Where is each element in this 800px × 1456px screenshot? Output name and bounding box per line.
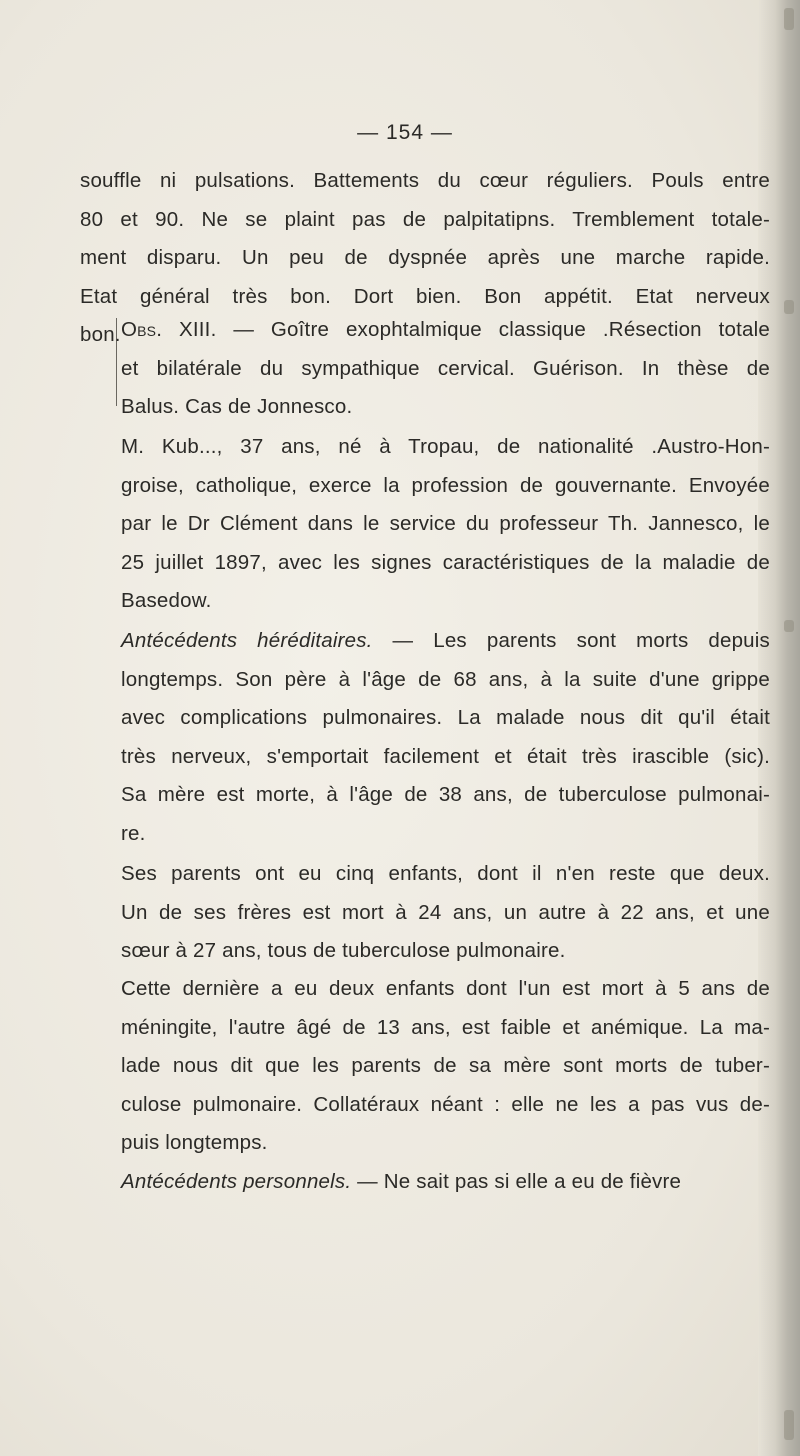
text-line: lade nous dit que les parents de sa mère sont morts de tuber- [121, 1054, 770, 1077]
text-line: Etat général très bon. Dort bien. Bon appétit. Etat nerveux [80, 284, 770, 308]
section-heading: Antécédents héréditaires. [121, 629, 373, 652]
text-line: par le Dr Clément dans le service du professeur Th. Jannesco, le [121, 512, 770, 535]
text-line: souffle ni pulsations. Battements du cœur réguliers. Pouls entre [80, 169, 770, 192]
text-run: — Ne sait pas si elle a eu de fièvre [351, 1170, 682, 1193]
text-line [80, 622, 770, 661]
edge-stain [784, 620, 794, 632]
text-line: avec complications pulmonaires. La malade nous dit qu'il était [121, 706, 770, 729]
text-line: Balus. Cas de Jonnesco. [121, 395, 353, 418]
text-line: bon. [80, 323, 121, 346]
text-line: Ses parents ont eu cinq enfants, dont il n'en reste que deux. [121, 862, 770, 885]
text-run: XIII. — Goître exophtalmique classique .Résection totale [162, 318, 770, 341]
paragraph [80, 1163, 770, 1202]
text-line: Basedow. [121, 589, 212, 612]
text-line: ment disparu. Un peu de dyspnée après une marche rapide. [80, 246, 770, 269]
page-number: — 154 — [357, 121, 453, 144]
text-line: re. [121, 821, 146, 845]
text-line: et bilatérale du sympathique cervical. Guérison. In thèse de [121, 356, 770, 380]
paragraph [80, 428, 770, 621]
text-line: méningite, l'autre âgé de 13 ans, est faible et anémique. La ma- [121, 1015, 770, 1039]
text-line: 25 juillet 1897, avec les signes caractéristiques de la maladie de [121, 550, 770, 574]
text-line [80, 1163, 770, 1202]
observation-heading-paragraph [80, 311, 770, 427]
paragraph [80, 970, 770, 1163]
text-line: très nerveux, s'emportait facilement et était très irascible (sic). [121, 744, 770, 768]
text-line: puis longtemps. [121, 1131, 268, 1154]
text-line: 80 et 90. Ne se plaint pas de palpitatipns. Tremblement totale- [80, 207, 770, 231]
text-line: sœur à 27 ans, tous de tuberculose pulmonaire. [121, 939, 566, 962]
edge-stain [784, 300, 794, 314]
text-line: Un de ses frères est mort à 24 ans, un autre à 22 ans, et une [121, 900, 770, 924]
text-line: groise, catholique, exerce la profession de gouvernante. Envoyée [121, 473, 770, 497]
paragraph [80, 855, 770, 971]
section-heading: Antécédents personnels. [121, 1170, 352, 1193]
text-line: culose pulmonaire. Collatéraux néant : elle ne les a pas vus de- [121, 1092, 770, 1116]
text-run: — Les parents sont morts depuis [372, 629, 770, 652]
text-line: Cette dernière a eu deux enfants dont l'un est mort à 5 ans de [121, 977, 770, 1000]
text-line: longtemps. Son père à l'âge de 68 ans, à la suite d'une grippe [121, 667, 770, 691]
text-line: Sa mère est morte, à l'âge de 38 ans, de tuberculose pulmonai- [121, 783, 770, 806]
text-line [80, 311, 770, 350]
edge-stain [784, 1410, 794, 1440]
obs-label: Obs. [121, 318, 163, 341]
paragraph [80, 622, 770, 853]
edge-stain [784, 8, 794, 30]
text-line: M. Kub..., 37 ans, né à Tropau, de nationalité .Austro-Hon- [121, 435, 770, 458]
